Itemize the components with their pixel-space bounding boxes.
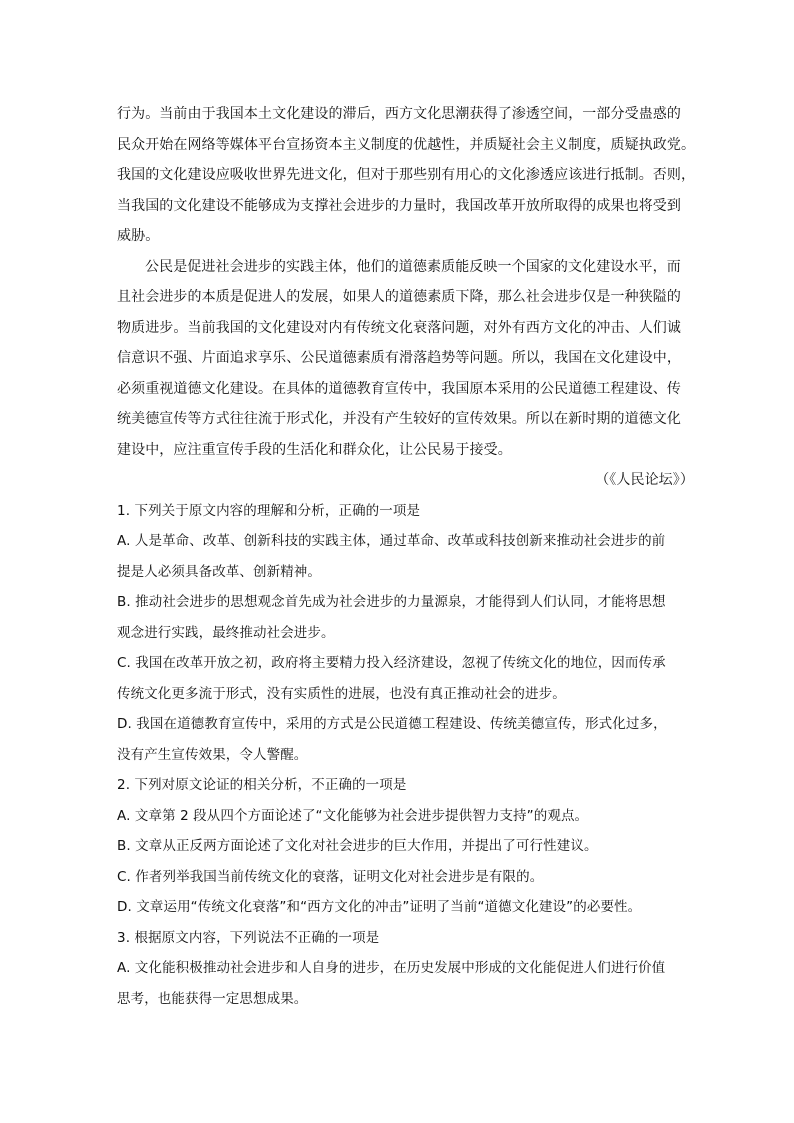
option-b: B. 推动社会进步的思想观念首先成为社会进步的力量源泉，才能得到人们认同，才能将思想 bbox=[117, 594, 666, 610]
question-stem: 1. 下列关于原文内容的理解和分析，正确的一项是 bbox=[117, 502, 421, 519]
option-a-cont: 思考，也能获得一定思想成果。 bbox=[117, 990, 308, 1007]
text-line: 且社会进步的本质是促进人的发展，如果人的道德素质下降，那么社会进步仅是一种狭隘的 bbox=[117, 289, 681, 305]
option-b: B. 文章从正反两方面论述了文化对社会进步的巨大作用，并提出了可行性建议。 bbox=[117, 838, 598, 854]
question-2 bbox=[117, 770, 694, 923]
text-line: 我国的文化建设应吸收世界先进文化，但对于那些别有用心的文化渗透应该进行抵制。否则， bbox=[117, 167, 696, 183]
text-line: 行为。当前由于我国本土文化建设的滞后，西方文化思潮获得了渗透空间，一部分受蛊惑的 bbox=[117, 106, 681, 122]
option-d-cont: 没有产生宣传效果，令人警醒。 bbox=[117, 746, 308, 763]
text-line: 统美德宣传等方式往往流于形式化，并没有产生较好的宣传效果。所以在新时期的道德文化 bbox=[117, 411, 681, 427]
text-line: 建设中，应注重宣传手段的生活化和群众化，让公民易于接受。 bbox=[117, 441, 512, 458]
option-c: C. 作者列举我国当前传统文化的衰落，证明文化对社会进步是有限的。 bbox=[117, 868, 544, 885]
option-a: A. 文章第 2 段从四个方面论述了“文化能够为社会进步提供智力支持”的观点。 bbox=[117, 807, 589, 824]
question-3 bbox=[117, 923, 694, 1015]
question-stem: 2. 下列对原文论证的相关分析，不正确的一项是 bbox=[117, 777, 407, 793]
option-a: A. 文化能积极推动社会进步和人自身的进步，在历史发展中形成的文化能促进人们进行价值 bbox=[117, 960, 666, 976]
text-line: 当我国的文化建设不能够成为支撑社会进步的力量时，我国改革开放所取得的成果也将受到 bbox=[117, 197, 681, 214]
text-line: 公民是促进社会进步的实践主体，他们的道德素质能反映一个国家的文化建设水平，而 bbox=[145, 258, 681, 275]
option-b-cont: 观念进行实践，最终推动社会进步。 bbox=[117, 624, 335, 641]
text-line: 信意识不强、片面追求享乐、公民道德素质有滑落趋势等问题。所以，我国在文化建设中， bbox=[117, 350, 681, 366]
paragraph-2 bbox=[117, 252, 694, 466]
option-d: D. 我国在道德教育宣传中，采用的方式是公民道德工程建设、传统美德宣传，形式化过多， bbox=[117, 716, 667, 732]
text-line: 民众开始在网络等媒体平台宣扬资本主义制度的优越性，并质疑社会主义制度，质疑执政党。 bbox=[117, 136, 696, 153]
option-a-cont: 提是人必须具备改革、创新精神。 bbox=[117, 563, 321, 580]
option-a: A. 人是革命、改革、创新科技的实践主体，通过革命、改革或科技创新来推动社会进步的前 bbox=[117, 533, 666, 549]
text-line: 威胁。 bbox=[117, 228, 160, 244]
option-c-cont: 传统文化更多流于形式，没有实质性的进展，也没有真正推动社会的进步。 bbox=[117, 685, 566, 702]
option-c: C. 我国在改革开放之初，政府将主要精力投入经济建设，忽视了传统文化的地位，因而传承 bbox=[117, 655, 666, 671]
source-citation: （《人民论坛》） bbox=[595, 472, 694, 488]
text-line: 必须重视道德文化建设。在具体的道德教育宣传中，我国原本采用的公民道德工程建设、传 bbox=[117, 380, 681, 397]
question-stem: 3. 根据原文内容，下列说法不正确的一项是 bbox=[117, 929, 380, 946]
text-line: 物质进步。当前我国的文化建设对内有传统文化衰落问题，对外有西方文化的冲击、人们诚 bbox=[117, 319, 681, 336]
paragraph-1 bbox=[117, 99, 694, 252]
question-1 bbox=[117, 496, 694, 771]
option-d: D. 文章运用“传统文化衰落”和“西方文化的冲击”证明了当前“道德文化建设”的必要性。 bbox=[117, 899, 642, 915]
